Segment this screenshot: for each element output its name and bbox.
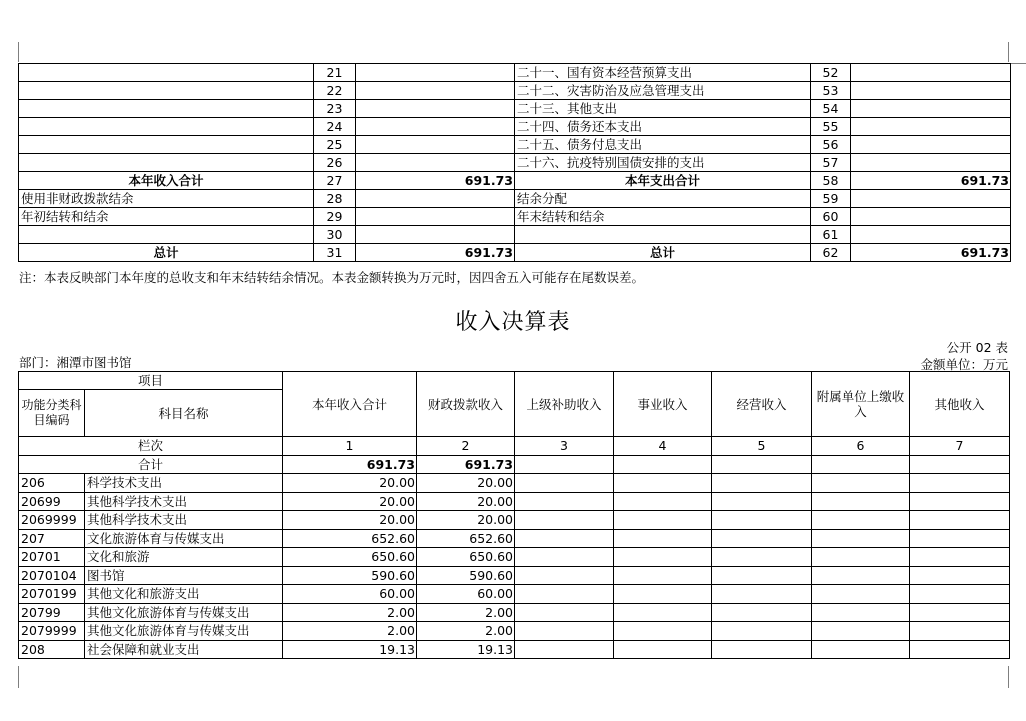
left-line-number: 27 <box>314 172 356 190</box>
left-line-number: 24 <box>314 118 356 136</box>
left-amount <box>356 190 515 208</box>
fiscal-income: 19.13 <box>417 640 515 659</box>
right-label: 总计 <box>515 244 811 262</box>
subject-name: 其他科学技术支出 <box>85 511 283 530</box>
right-line-number: 60 <box>811 208 851 226</box>
empty-cell <box>712 492 812 511</box>
subject-name: 科学技术支出 <box>85 474 283 493</box>
header-col-4: 事业收入 <box>614 372 712 437</box>
left-label: 总计 <box>19 244 314 262</box>
empty-cell <box>910 474 1010 493</box>
empty-cell <box>812 548 910 567</box>
summary-row <box>19 136 1011 154</box>
total-income: 60.00 <box>283 585 417 604</box>
table-row <box>19 511 1010 530</box>
left-label <box>19 118 314 136</box>
left-amount <box>356 136 515 154</box>
empty-cell <box>515 511 614 530</box>
subject-name: 文化和旅游 <box>85 548 283 567</box>
subject-name: 其他文化旅游体育与传媒支出 <box>85 622 283 641</box>
right-label: 二十二、灾害防治及应急管理支出 <box>515 82 811 100</box>
col-number: 3 <box>515 437 614 456</box>
header-code: 功能分类科目编码 <box>19 390 85 437</box>
empty-cell <box>515 622 614 641</box>
total-income: 19.13 <box>283 640 417 659</box>
empty-cell <box>712 585 812 604</box>
subject-code: 20699 <box>19 492 85 511</box>
subject-code: 2069999 <box>19 511 85 530</box>
header-name: 科目名称 <box>85 390 283 437</box>
summary-row <box>19 190 1011 208</box>
unit-label: 金额单位：万元 <box>920 357 1008 372</box>
subject-code: 20701 <box>19 548 85 567</box>
subject-code: 2070199 <box>19 585 85 604</box>
right-line-number: 52 <box>811 64 851 82</box>
empty-cell <box>910 511 1010 530</box>
fiscal-income: 60.00 <box>417 585 515 604</box>
subject-code: 207 <box>19 529 85 548</box>
right-label: 结余分配 <box>515 190 811 208</box>
fiscal-income: 20.00 <box>417 511 515 530</box>
page-corner-mark <box>18 42 19 62</box>
table-row <box>19 585 1010 604</box>
right-label: 本年支出合计 <box>515 172 811 190</box>
left-label <box>19 136 314 154</box>
summary-row <box>19 208 1011 226</box>
right-amount <box>851 100 1011 118</box>
table-note: 注：本表反映部门本年度的总收支和年末结转结余情况。本表金额转换为万元时，因四舍五入可能存在尾数误差。 <box>19 270 645 285</box>
total-value <box>614 455 712 474</box>
right-amount <box>851 136 1011 154</box>
empty-cell <box>910 492 1010 511</box>
col-number: 1 <box>283 437 417 456</box>
fiscal-income: 20.00 <box>417 474 515 493</box>
empty-cell <box>812 585 910 604</box>
right-amount <box>851 82 1011 100</box>
income-expense-summary-table <box>18 63 1011 262</box>
right-line-number: 62 <box>811 244 851 262</box>
empty-cell <box>515 529 614 548</box>
left-line-number: 30 <box>314 226 356 244</box>
left-line-number: 29 <box>314 208 356 226</box>
page-corner-mark <box>1008 666 1009 688</box>
left-line-number: 21 <box>314 64 356 82</box>
table-row <box>19 529 1010 548</box>
left-label <box>19 100 314 118</box>
table-row <box>19 640 1010 659</box>
empty-cell <box>812 640 910 659</box>
right-amount <box>851 154 1011 172</box>
left-line-number: 22 <box>314 82 356 100</box>
summary-row <box>19 82 1011 100</box>
fiscal-income: 650.60 <box>417 548 515 567</box>
right-line-number: 57 <box>811 154 851 172</box>
header-col-5: 经营收入 <box>712 372 812 437</box>
page-corner-mark <box>18 666 19 688</box>
subject-name: 图书馆 <box>85 566 283 585</box>
empty-cell <box>614 548 712 567</box>
summary-row <box>19 172 1011 190</box>
total-income: 20.00 <box>283 511 417 530</box>
empty-cell <box>515 566 614 585</box>
table-row <box>19 622 1010 641</box>
department-label: 部门：湘潭市图书馆 <box>19 355 132 370</box>
right-amount <box>851 208 1011 226</box>
left-amount <box>356 82 515 100</box>
header-col-3: 上级补助收入 <box>515 372 614 437</box>
right-amount <box>851 64 1011 82</box>
empty-cell <box>712 474 812 493</box>
right-line-number: 54 <box>811 100 851 118</box>
left-label <box>19 226 314 244</box>
col-number: 7 <box>910 437 1010 456</box>
fiscal-income: 2.00 <box>417 603 515 622</box>
left-line-number: 25 <box>314 136 356 154</box>
subject-code: 206 <box>19 474 85 493</box>
empty-cell <box>812 622 910 641</box>
empty-cell <box>812 603 910 622</box>
total-value <box>712 455 812 474</box>
empty-cell <box>515 640 614 659</box>
right-amount <box>851 226 1011 244</box>
total-label: 合计 <box>19 455 283 474</box>
col-number: 2 <box>417 437 515 456</box>
right-amount <box>851 118 1011 136</box>
total-income: 652.60 <box>283 529 417 548</box>
empty-cell <box>515 548 614 567</box>
right-label: 二十三、其他支出 <box>515 100 811 118</box>
header-col-7: 其他收入 <box>910 372 1010 437</box>
left-label: 本年收入合计 <box>19 172 314 190</box>
header-col-2: 财政拨款收入 <box>417 372 515 437</box>
right-amount: 691.73 <box>851 244 1011 262</box>
empty-cell <box>515 474 614 493</box>
right-label: 二十四、债务还本支出 <box>515 118 811 136</box>
table-row <box>19 566 1010 585</box>
table-row <box>19 474 1010 493</box>
total-value: 691.73 <box>283 455 417 474</box>
right-line-number: 53 <box>811 82 851 100</box>
total-income: 2.00 <box>283 603 417 622</box>
summary-row <box>19 244 1011 262</box>
subject-name: 其他文化和旅游支出 <box>85 585 283 604</box>
total-value <box>812 455 910 474</box>
table-row <box>19 492 1010 511</box>
page-title: 收入决算表 <box>455 310 571 335</box>
subject-code: 20799 <box>19 603 85 622</box>
empty-cell <box>910 640 1010 659</box>
page-corner-mark <box>1008 42 1009 62</box>
total-value <box>515 455 614 474</box>
fiscal-income: 2.00 <box>417 622 515 641</box>
left-amount <box>356 208 515 226</box>
summary-row <box>19 64 1011 82</box>
empty-cell <box>515 603 614 622</box>
left-amount <box>356 154 515 172</box>
right-amount: 691.73 <box>851 172 1011 190</box>
right-line-number: 61 <box>811 226 851 244</box>
left-line-number: 26 <box>314 154 356 172</box>
empty-cell <box>614 603 712 622</box>
header-item: 项目 <box>19 372 283 390</box>
empty-cell <box>812 492 910 511</box>
empty-cell <box>712 622 812 641</box>
empty-cell <box>614 474 712 493</box>
left-label <box>19 64 314 82</box>
left-amount <box>356 100 515 118</box>
total-income: 20.00 <box>283 474 417 493</box>
left-amount <box>356 226 515 244</box>
total-income: 2.00 <box>283 622 417 641</box>
left-label <box>19 154 314 172</box>
empty-cell <box>614 529 712 548</box>
subject-code: 2070104 <box>19 566 85 585</box>
empty-cell <box>614 566 712 585</box>
col-number: 5 <box>712 437 812 456</box>
empty-cell <box>910 603 1010 622</box>
income-final-accounts-table <box>18 371 1010 659</box>
empty-cell <box>614 492 712 511</box>
empty-cell <box>910 529 1010 548</box>
empty-cell <box>910 622 1010 641</box>
left-line-number: 31 <box>314 244 356 262</box>
right-label <box>515 226 811 244</box>
empty-cell <box>812 529 910 548</box>
subject-name: 文化旅游体育与传媒支出 <box>85 529 283 548</box>
empty-cell <box>614 585 712 604</box>
subject-code: 2079999 <box>19 622 85 641</box>
empty-cell <box>614 511 712 530</box>
col-number: 6 <box>812 437 910 456</box>
fiscal-income: 20.00 <box>417 492 515 511</box>
left-label: 年初结转和结余 <box>19 208 314 226</box>
total-income: 20.00 <box>283 492 417 511</box>
left-line-number: 28 <box>314 190 356 208</box>
empty-cell <box>712 511 812 530</box>
col-label: 栏次 <box>19 437 283 456</box>
empty-cell <box>712 566 812 585</box>
table-row <box>19 548 1010 567</box>
summary-row <box>19 154 1011 172</box>
total-income: 650.60 <box>283 548 417 567</box>
empty-cell <box>910 548 1010 567</box>
empty-cell <box>515 585 614 604</box>
empty-cell <box>614 640 712 659</box>
left-amount: 691.73 <box>356 172 515 190</box>
header-col-6: 附属单位上缴收入 <box>812 372 910 437</box>
empty-cell <box>812 511 910 530</box>
right-line-number: 56 <box>811 136 851 154</box>
right-label: 年末结转和结余 <box>515 208 811 226</box>
right-line-number: 59 <box>811 190 851 208</box>
left-line-number: 23 <box>314 100 356 118</box>
empty-cell <box>712 603 812 622</box>
subject-name: 社会保障和就业支出 <box>85 640 283 659</box>
right-label: 二十五、债务付息支出 <box>515 136 811 154</box>
subject-name: 其他科学技术支出 <box>85 492 283 511</box>
total-income: 590.60 <box>283 566 417 585</box>
table-row <box>19 603 1010 622</box>
right-label: 二十一、国有资本经营预算支出 <box>515 64 811 82</box>
empty-cell <box>614 622 712 641</box>
header-col-1: 本年收入合计 <box>283 372 417 437</box>
left-label: 使用非财政拨款结余 <box>19 190 314 208</box>
left-amount: 691.73 <box>356 244 515 262</box>
summary-row <box>19 226 1011 244</box>
form-code: 公开 02 表 <box>946 340 1008 355</box>
left-label <box>19 82 314 100</box>
subject-name: 其他文化旅游体育与传媒支出 <box>85 603 283 622</box>
summary-row <box>19 118 1011 136</box>
right-line-number: 58 <box>811 172 851 190</box>
col-number: 4 <box>614 437 712 456</box>
left-amount <box>356 118 515 136</box>
total-value: 691.73 <box>417 455 515 474</box>
empty-cell <box>712 548 812 567</box>
total-value <box>910 455 1010 474</box>
empty-cell <box>910 585 1010 604</box>
fiscal-income: 652.60 <box>417 529 515 548</box>
empty-cell <box>515 492 614 511</box>
left-amount <box>356 64 515 82</box>
right-label: 二十六、抗疫特别国债安排的支出 <box>515 154 811 172</box>
empty-cell <box>712 529 812 548</box>
subject-code: 208 <box>19 640 85 659</box>
empty-cell <box>910 566 1010 585</box>
fiscal-income: 590.60 <box>417 566 515 585</box>
empty-cell <box>812 474 910 493</box>
empty-cell <box>812 566 910 585</box>
summary-row <box>19 100 1011 118</box>
right-amount <box>851 190 1011 208</box>
right-line-number: 55 <box>811 118 851 136</box>
empty-cell <box>712 640 812 659</box>
